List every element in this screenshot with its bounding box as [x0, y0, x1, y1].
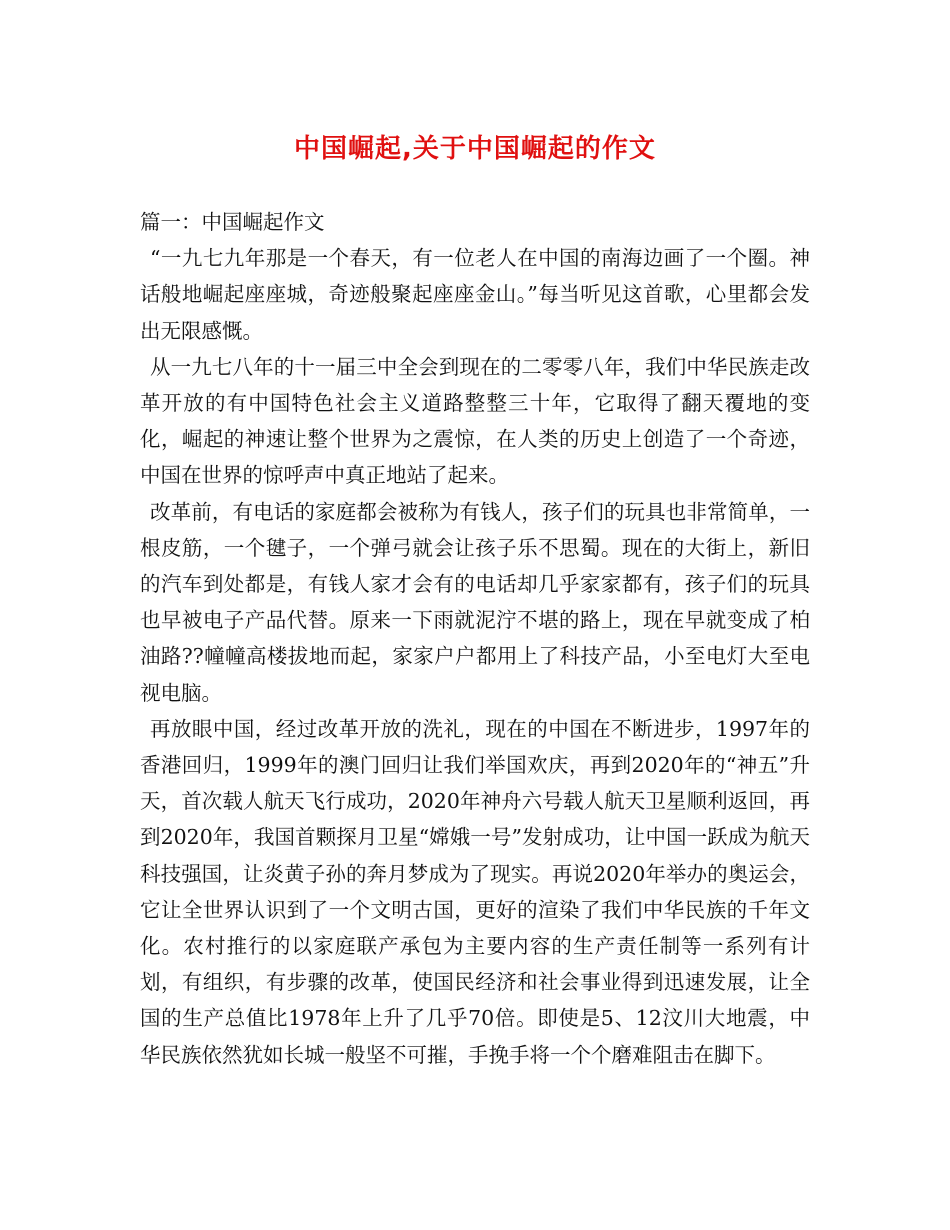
paragraph: “一九七九年那是一个春天，有一位老人在中国的南海边画了一个圈。神话般地崛起座座城，奇迹般聚起座座金山。”每当听见这首歌，心里都会发出无限感慨。 [140, 246, 810, 343]
section-heading: 篇一：中国崛起作文 [140, 210, 325, 234]
paragraph: 改革前，有电话的家庭都会被称为有钱人，孩子们的玩具也非常简单，一根皮筋，一个毽子，一个弹弓就会让孩子乐不思蜀。现在的大街上，新旧的汽车到处都是，有钱人家才会有的电话却几乎家家都有，孩子们的玩具也早被电子产品代替。原来一下雨就泥泞不堪的路上，现在早就变成了柏油路??幢幢高楼拔地而起，家家户户都用上了科技产品，小至电灯大至电视电脑。 [140, 499, 810, 705]
document-title: 中国崛起,关于中国崛起的作文 [294, 134, 656, 164]
document-body [140, 204, 810, 1073]
paragraph: 再放眼中国，经过改革开放的洗礼，现在的中国在不断进步，1997年的香港回归，1999年的澳门回归让我们举国欢庆，再到2020年的“神五”升天，首次载人航天飞行成功，2020年神舟六号载人航天卫星顺利返回，再到2020年，我国首颗探月卫星“嫦娥一号”发射成功，让中国一跃成为航天科技强国，让炎黄子孙的奔月梦成为了现实。再说2020年举办的奥运会，它让全世界认识到了一个文明古国，更好的渲染了我们中华民族的千年文化。农村推行的以家庭联产承包为主要内容的生产责任制等一系列有计划，有组织，有步骤的改革，使国民经济和社会事业得到迅速发展，让全国的生产总值比1978年上升了几乎70倍。即使是5、12汶川大地震，中华民族依然犹如长城一般坚不可摧，手挽手将一个个磨难阻击在脚下。 [140, 716, 810, 1067]
paragraph: 从一九七八年的十一届三中全会到现在的二零零八年，我们中华民族走改革开放的有中国特色社会主义道路整整三十年，它取得了翻天覆地的变化，崛起的神速让整个世界为之震惊，在人类的历史上创造了一个奇迹，中国在世界的惊呼声中真正地站了起来。 [140, 354, 810, 488]
